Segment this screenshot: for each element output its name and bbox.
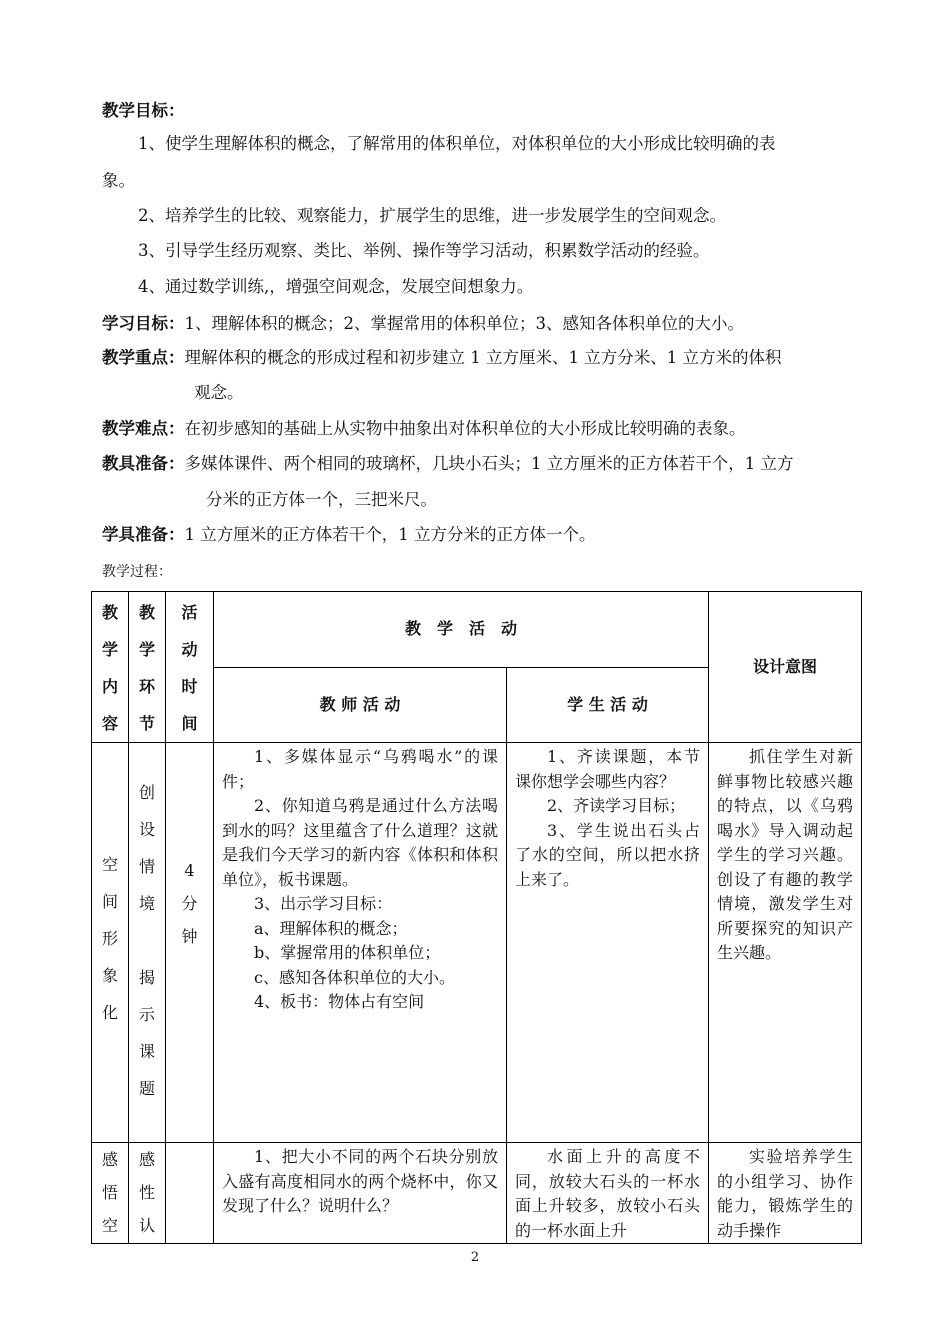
row2-content: 感 悟 空 [92,1143,129,1244]
row1-content: 空 间 形 象 化 [92,743,129,1143]
header-time: 活 动 时 间 [166,592,214,743]
header-student: 学 生 活 动 [507,667,709,743]
difficulties [102,418,746,440]
row1-time: 4 分 钟 [166,743,214,1143]
objectives-title: 教学目标： [102,101,185,120]
teaching-aids-line1: 多媒体课件、两个相同的玻璃杯，几块小石头；1 立方厘米的正方体若干个，1 立方 [184,454,794,473]
table-header-row [92,592,862,668]
objective-item-1: 1、使学生理解体积的概念，了解常用的体积单位，对体积单位的大小形成比较明确的表 [138,134,776,153]
row1-student: 1、齐读课题，本节课你想学会哪些内容？ 2、齐读学习目标； 3、学生说出石头占了水的空间，所以把水挤上来了。 [507,743,709,1143]
key-points-line1: 理解体积的概念的形成过程和初步建立 1 立方厘米、1 立方分米、1 立方米的体积 [184,348,782,367]
teaching-aids-label: 教具准备： [102,454,185,473]
teaching-aids-line2: 分米的正方体一个，三把米尺。 [206,490,437,509]
key-points-line2: 观念。 [194,383,244,402]
key-points-label: 教学重点： [102,348,185,367]
page-number: 2 [470,1250,480,1265]
header-intent: 设计意图 [709,592,862,743]
row2-stage: 感 性 认 [129,1143,166,1244]
learning-goals [102,313,744,335]
process-label: 教学过程： [102,564,172,580]
objective-item-1-cont: 象。 [102,171,135,190]
learning-goals-text: 1、理解体积的概念；2、掌握常用的体积单位；3、感知各体积单位的大小。 [184,314,744,333]
difficulties-label: 教学难点： [102,419,185,438]
row2-student: 水面上升的高度不同，放较大石头的一杯水面上升较多，放较小石头的一杯水面上升 [507,1143,709,1244]
learning-goals-label: 学习目标： [102,314,185,333]
row1-intent: 抓住学生对新鲜事物比较感兴趣的特点，以《乌鸦喝水》导入调动起学生的学习兴趣。创设了有趣的教学情境，激发学生对所要探究的知识产生兴趣。 [709,743,862,1143]
row2-time [166,1143,214,1244]
difficulties-text: 在初步感知的基础上从实物中抽象出对体积单位的大小形成比较明确的表象。 [184,419,746,438]
teaching-aids [102,453,794,475]
table-row [92,743,862,1143]
student-aids [102,524,596,546]
student-aids-label: 学具准备： [102,525,185,544]
header-teacher: 教 师 活 动 [214,667,507,743]
process-table [91,591,862,1244]
row1-teacher: 1、多媒体显示“乌鸦喝水”的课件； 2、你知道乌鸦是通过什么方法喝到水的吗？这里蕴含了什么道理？这就是我们今天学习的新内容《体积和体积单位》，板书课题。 3、出示学习目标： a、理解体积的概念； b、掌握常用的体积单位； c、感知各体积单位的大小。 4、板书：物体占有空间 [214,743,507,1143]
header-stage: 教 学 环 节 [129,592,166,743]
header-content: 教 学 内 容 [92,592,129,743]
student-aids-text: 1 立方厘米的正方体若干个，1 立方分米的正方体一个。 [184,525,596,544]
table-row [92,1143,862,1244]
objective-item-3: 3、引导学生经历观察、类比、举例、操作等学习活动，积累数学活动的经验。 [138,241,710,260]
objective-item-2: 2、培养学生的比较、观察能力，扩展学生的思维，进一步发展学生的空间观念。 [138,206,726,225]
row2-intent: 实验培养学生的小组学习、协作能力，锻炼学生的动手操作 [709,1143,862,1244]
objective-item-4: 4、通过数学训练,，增强空间观念，发展空间想象力。 [138,277,534,296]
row1-stage: 创 设 情 境 揭 示 课 题 [129,743,166,1143]
row2-teacher: 1、把大小不同的两个石块分别放入盛有高度相同水的两个烧杯中，你又发现了什么？说明什么？ [214,1143,507,1244]
key-points [102,347,781,369]
header-activities: 教 学 活 动 [214,592,709,668]
